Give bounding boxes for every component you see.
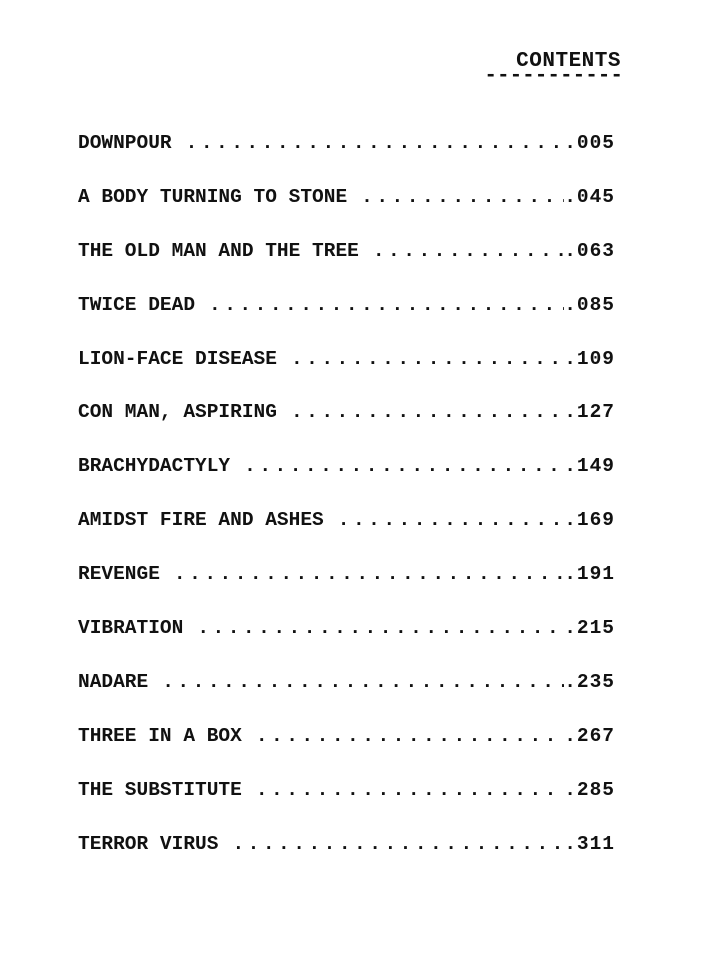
toc-entry-title: AMIDST FIRE AND ASHES bbox=[78, 509, 324, 532]
toc-entry-page: .285 bbox=[564, 778, 615, 801]
toc-dot-leader bbox=[186, 132, 565, 154]
toc-entry-title: NADARE bbox=[78, 670, 149, 693]
toc-dot-leader bbox=[291, 401, 564, 423]
contents-heading-underline bbox=[484, 73, 623, 83]
toc-entry-title: A BODY TURNING TO STONE bbox=[78, 185, 348, 208]
toc-entry-page: .235 bbox=[564, 670, 615, 693]
toc-entry-title: REVENGE bbox=[78, 563, 160, 586]
toc-entry-title: THE SUBSTITUTE bbox=[78, 778, 242, 801]
contents-heading bbox=[484, 50, 621, 83]
toc-entry bbox=[78, 240, 615, 294]
toc-dot-leader bbox=[162, 671, 564, 693]
toc-entry bbox=[78, 833, 615, 887]
toc-entry-page: .109 bbox=[564, 347, 615, 370]
toc-entry-page: .045 bbox=[564, 185, 615, 208]
toc-entry bbox=[78, 186, 615, 240]
toc-dot-leader bbox=[232, 833, 564, 855]
toc-dot-leader bbox=[209, 294, 564, 316]
toc-dot-leader bbox=[197, 617, 564, 639]
toc-entry-page: .085 bbox=[564, 293, 615, 316]
toc-dot-leader bbox=[361, 186, 564, 208]
toc-entry bbox=[78, 294, 615, 348]
toc-entry-page: .215 bbox=[564, 617, 615, 640]
toc-entry bbox=[78, 348, 615, 402]
toc-entry bbox=[78, 617, 615, 671]
toc-entry bbox=[78, 725, 615, 779]
toc-dot-leader bbox=[244, 455, 564, 477]
toc-dot-leader bbox=[256, 725, 564, 747]
toc-entry-title: TWICE DEAD bbox=[78, 293, 196, 316]
toc-entry bbox=[78, 779, 615, 833]
toc-entry-title: DOWNPOUR bbox=[78, 132, 172, 154]
toc-entry bbox=[78, 455, 615, 509]
toc-dot-leader bbox=[174, 563, 564, 585]
toc-dot-leader bbox=[291, 348, 564, 370]
toc-entry-title: VIBRATION bbox=[78, 617, 184, 640]
toc-dot-leader bbox=[373, 240, 564, 262]
toc-entry bbox=[78, 132, 615, 186]
toc-entry-title: CON MAN, ASPIRING bbox=[78, 401, 277, 424]
toc-entry-page: .267 bbox=[564, 724, 615, 747]
toc-entry-title: BRACHYDACTYLY bbox=[78, 455, 231, 478]
toc-entry-title: LION-FACE DISEASE bbox=[78, 347, 277, 370]
toc-entry bbox=[78, 671, 615, 725]
toc-entry-title: THE OLD MAN AND THE TREE bbox=[78, 239, 359, 262]
toc-entry-title: THREE IN A BOX bbox=[78, 724, 242, 747]
toc-entry-page: .191 bbox=[564, 563, 615, 586]
toc-entry bbox=[78, 401, 615, 455]
toc-entry-page: .311 bbox=[564, 832, 615, 855]
toc-entry-title: TERROR VIRUS bbox=[78, 832, 219, 855]
contents-heading-text: CONTENTS bbox=[516, 50, 621, 73]
table-of-contents bbox=[78, 132, 615, 886]
toc-dot-leader bbox=[256, 779, 564, 801]
toc-entry-page: .149 bbox=[564, 455, 615, 478]
toc-entry-page: .063 bbox=[564, 239, 615, 262]
toc-entry bbox=[78, 563, 615, 617]
toc-entry bbox=[78, 509, 615, 563]
toc-entry-page: .127 bbox=[564, 401, 615, 424]
toc-entry-page: .169 bbox=[564, 509, 615, 532]
toc-dot-leader bbox=[338, 509, 564, 531]
toc-entry-page: .005 bbox=[564, 132, 615, 154]
